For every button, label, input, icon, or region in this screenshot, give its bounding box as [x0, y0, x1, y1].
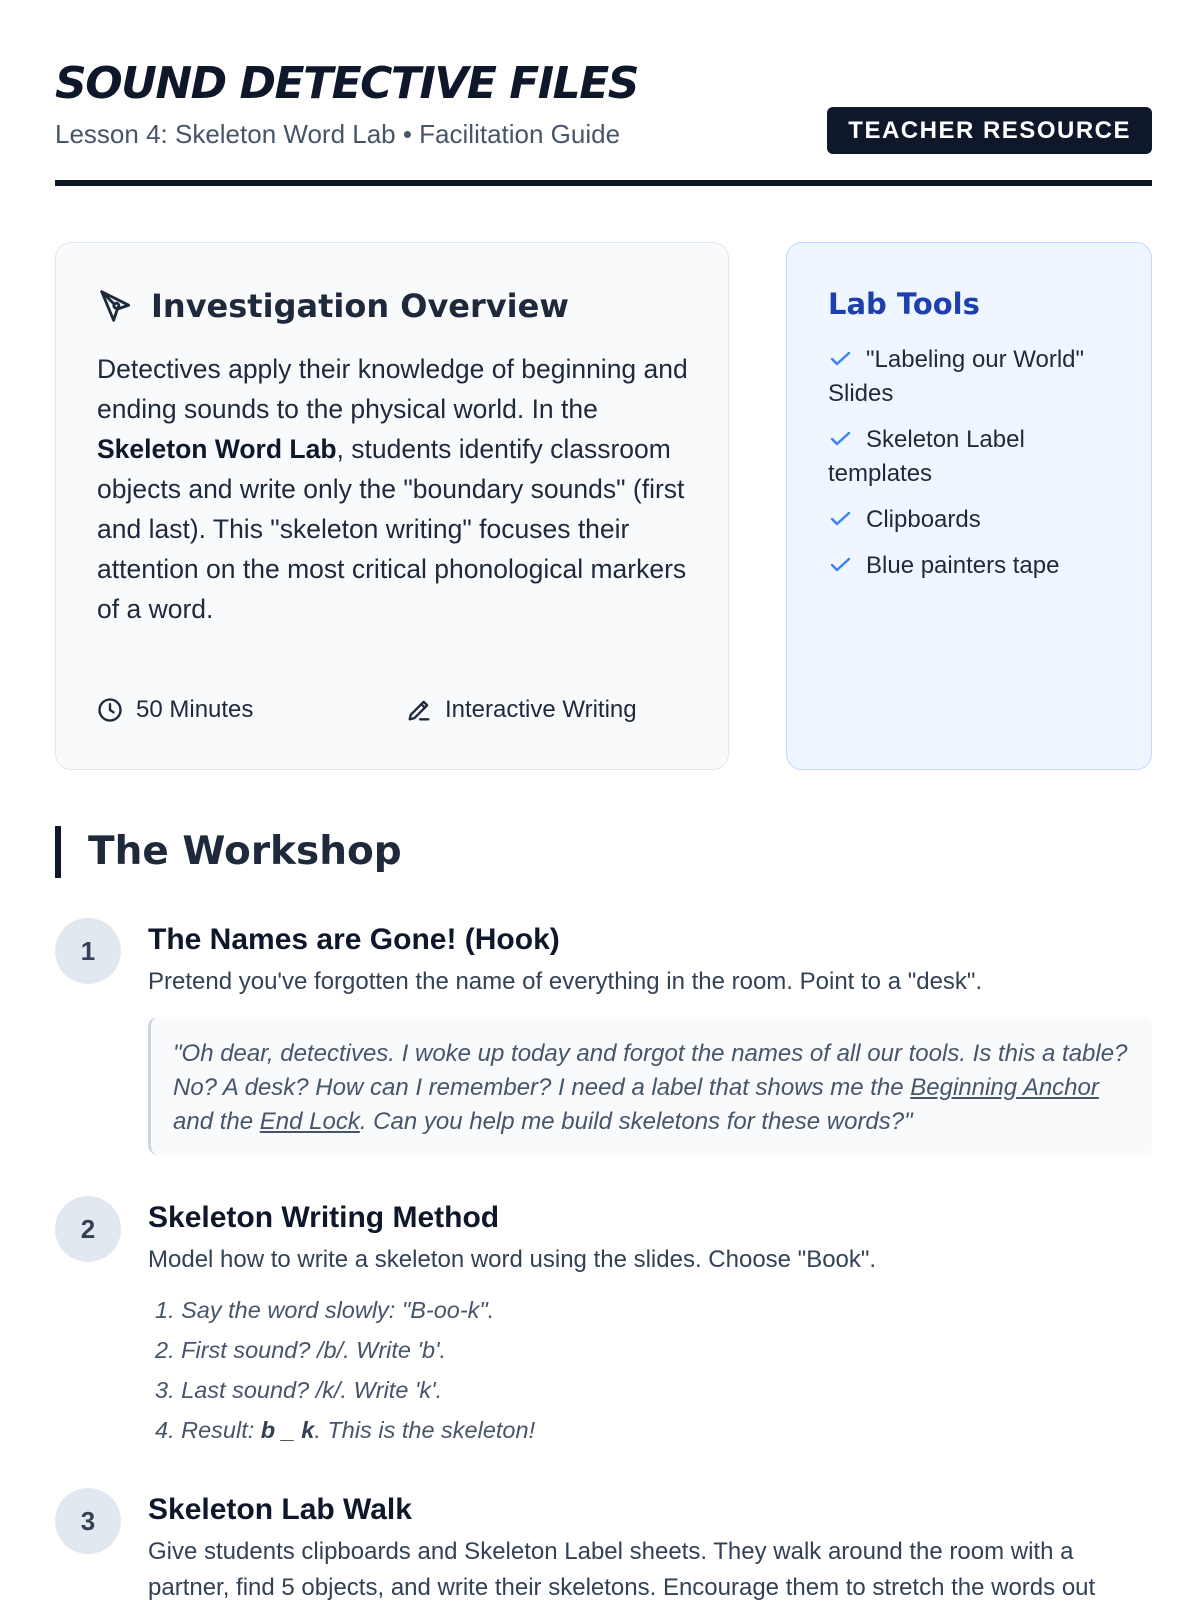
- document-title: SOUND DETECTIVE FILES: [55, 58, 638, 109]
- step-description: Give students clipboards and Skeleton Label sheets. They walk around the room with a partner, find 5 objects, and write their skeletons. Encourage them to stretch the words out: [148, 1538, 1096, 1601]
- lab-tools-card: [786, 242, 1152, 770]
- lab-tool-item: [828, 549, 1128, 583]
- step-number-badge: 1: [55, 918, 121, 984]
- check-icon: [828, 349, 854, 369]
- check-icon: [828, 509, 854, 529]
- detective-badge-icon: [97, 287, 135, 325]
- section-accent-bar: [55, 826, 61, 878]
- skeleton-example: b _ k: [260, 1417, 315, 1443]
- step-title: Skeleton Writing Method: [148, 1201, 500, 1234]
- step-number-badge: 2: [55, 1196, 121, 1262]
- lab-tools-title: Lab Tools: [828, 287, 980, 321]
- quote-text: . Can you help me build skeletons for these words?": [359, 1108, 913, 1135]
- quote-text: and the: [173, 1108, 260, 1135]
- lab-tool-item: [828, 503, 1128, 537]
- lab-tool-label: "Labeling our World" Slides: [828, 346, 1085, 407]
- overview-title: Investigation Overview: [151, 287, 569, 325]
- result-prefix: 4. Result:: [155, 1417, 261, 1443]
- teacher-resource-badge: TEACHER RESOURCE: [827, 107, 1152, 154]
- lab-tool-item: [828, 343, 1128, 411]
- method-step: 3. Last sound? /k/. Write 'k'.: [155, 1377, 443, 1403]
- duration-text: 50 Minutes: [136, 696, 254, 723]
- lab-tools-list: [828, 343, 1128, 595]
- check-icon: [828, 429, 854, 449]
- lab-tool-item: [828, 423, 1128, 491]
- quote-text: "Oh dear, detectives. I woke up today and forgot the names of all our tools. Is this a table? No? A desk? How can I remember? I need a label that shows me the: [173, 1040, 1128, 1101]
- pencil-icon: [405, 696, 433, 724]
- check-icon: [828, 555, 854, 575]
- end-lock-term: End Lock: [259, 1108, 360, 1135]
- document-subtitle: Lesson 4: Skeleton Word Lab • Facilitation Guide: [55, 119, 621, 149]
- method-step-result: [155, 1410, 535, 1450]
- step-description: Model how to write a skeleton word using the slides. Choose "Book".: [148, 1246, 877, 1273]
- method-step: 1. Say the word slowly: "B-oo-k".: [155, 1297, 495, 1323]
- workshop-title: The Workshop: [88, 829, 402, 874]
- step-number-badge: 3: [55, 1488, 121, 1554]
- header-divider: [55, 180, 1152, 186]
- beginning-anchor-term: Beginning Anchor: [910, 1074, 1099, 1101]
- skeleton-word-lab-term: Skeleton Word Lab: [97, 434, 337, 464]
- investigation-overview-card: [55, 242, 729, 770]
- overview-text-end: , students identify classroom objects and write only the "boundary sounds" (first and last). This "skeleton writing" focuses their attention on the most critical phonological markers of a word.: [97, 434, 687, 624]
- clock-icon: [96, 696, 124, 724]
- format-text: Interactive Writing: [445, 696, 637, 723]
- lab-tool-label: Skeleton Label templates: [828, 426, 1025, 487]
- overview-header: [97, 287, 569, 325]
- step-description: Pretend you've forgotten the name of everything in the room. Point to a "desk".: [148, 968, 983, 995]
- teacher-script-quote: [148, 1017, 1152, 1155]
- lab-tool-label: Clipboards: [866, 506, 981, 533]
- overview-description: [97, 349, 697, 629]
- lab-tool-label: Blue painters tape: [866, 552, 1060, 579]
- result-suffix: . This is the skeleton!: [314, 1417, 536, 1443]
- format-meta: [405, 696, 637, 724]
- method-step: 2. First sound? /b/. Write 'b'.: [155, 1337, 447, 1363]
- skeleton-method-list: [155, 1290, 535, 1450]
- step-title: The Names are Gone! (Hook): [148, 923, 560, 956]
- overview-text-start: Detectives apply their knowledge of beginning and ending sounds to the physical world. In the: [97, 354, 688, 424]
- duration-meta: [96, 696, 253, 724]
- step-title: Skeleton Lab Walk: [148, 1493, 412, 1526]
